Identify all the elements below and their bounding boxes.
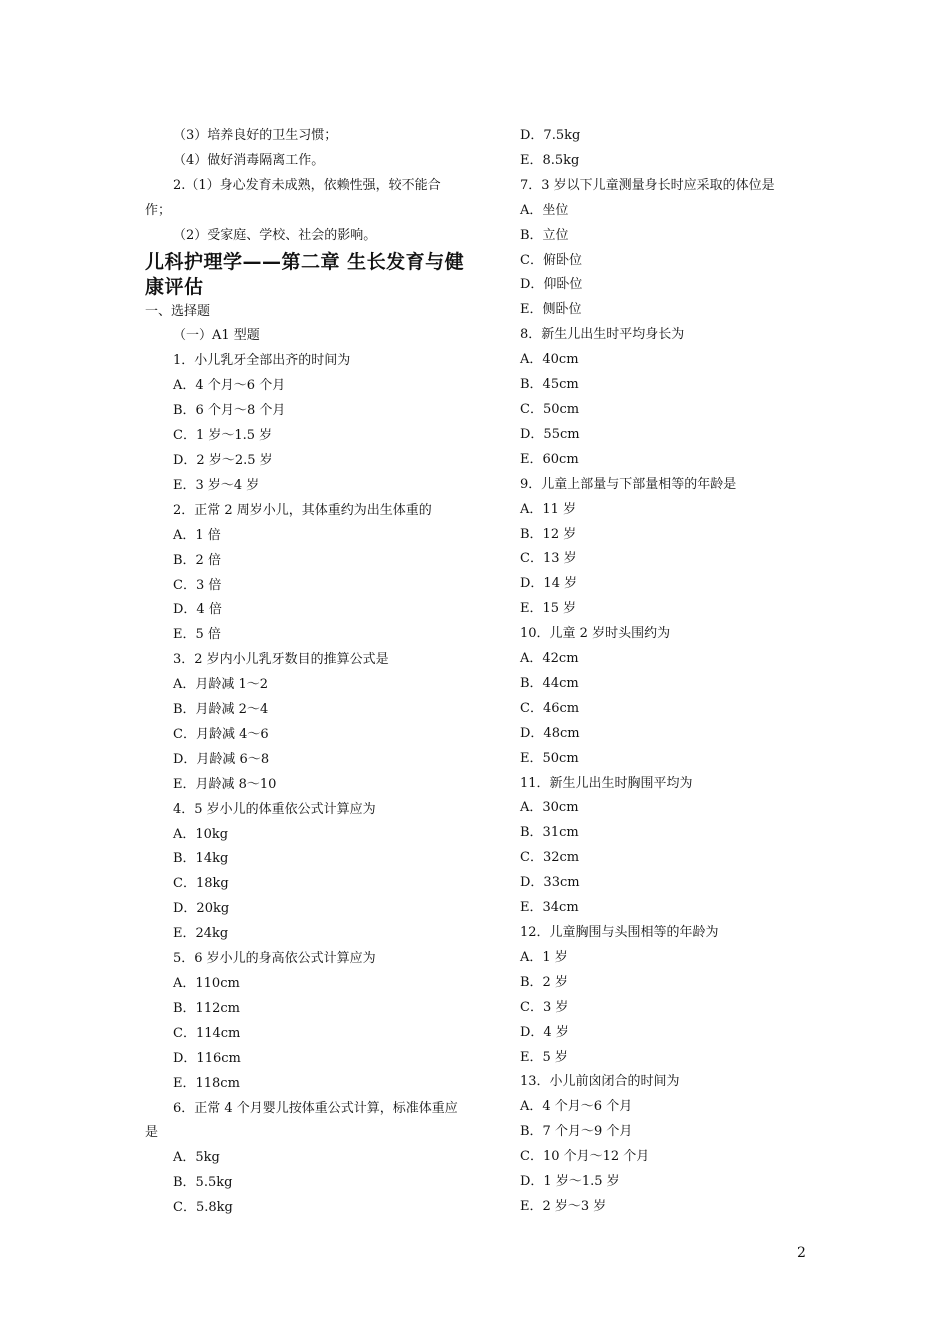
- option: C．13 岁: [520, 551, 577, 567]
- option: C．月龄减 4～6: [173, 726, 269, 742]
- option: D．55cm: [520, 426, 580, 442]
- option: A．4 个月～6 个月: [173, 378, 286, 394]
- option: D．33cm: [520, 875, 580, 891]
- option: C．俯卧位: [520, 252, 582, 268]
- question-stem: 12．儿童胸围与头围相等的年龄为: [520, 925, 719, 940]
- option: E．34cm: [520, 900, 579, 916]
- question-stem: 8．新生儿出生时平均身长为: [520, 327, 685, 343]
- option: E．50cm: [520, 750, 579, 766]
- question-6: [145, 1097, 465, 1222]
- option: B．14kg: [173, 851, 229, 867]
- option: E．2 岁～3 岁: [520, 1198, 607, 1214]
- option: A．110cm: [173, 976, 240, 991]
- option: A．坐位: [520, 202, 569, 218]
- option: C．50cm: [520, 401, 580, 417]
- option: B．12 岁: [520, 526, 577, 542]
- right-column: [520, 124, 850, 1220]
- chapter-title: 儿科护理学——第二章 生长发育与健康评估: [145, 250, 465, 298]
- option: B．2 岁: [520, 974, 568, 990]
- left-column: [145, 124, 465, 1221]
- option: D．月龄减 6～8: [173, 751, 270, 767]
- question-stem: 7．3 岁以下儿童测量身长时应采取的体位是: [520, 177, 775, 193]
- question-12: [520, 921, 850, 1070]
- option: E．月龄减 8～10: [173, 776, 277, 792]
- option: C．3 岁: [520, 999, 569, 1015]
- option: A．11 岁: [520, 501, 577, 517]
- option: D．4 岁: [520, 1024, 569, 1040]
- option: C．46cm: [520, 700, 580, 716]
- option: A．5kg: [173, 1150, 220, 1166]
- option: D．20kg: [173, 901, 230, 917]
- question-7: [520, 174, 850, 323]
- question-10: [520, 622, 850, 771]
- option: B．6 个月～8 个月: [173, 403, 286, 419]
- option: C．10 个月～12 个月: [520, 1149, 650, 1165]
- option: D．7.5kg: [520, 128, 581, 143]
- subsection-heading: （一）A1 型题: [173, 328, 260, 344]
- option: E．60cm: [520, 451, 579, 467]
- question-5: [145, 947, 465, 1096]
- option: A．42cm: [520, 651, 579, 667]
- option: B．月龄减 2～4: [173, 702, 269, 718]
- option: D．116cm: [173, 1050, 241, 1066]
- option: B．5.5kg: [173, 1175, 233, 1191]
- question-stem: 3．2 岁内小儿乳牙数目的推算公式是: [173, 652, 389, 668]
- option: E．侧卧位: [520, 302, 582, 318]
- intro-line: （4）做好消毒隔离工作。: [173, 152, 325, 168]
- question-stem: 5．6 岁小儿的身高依公式计算应为: [173, 951, 376, 967]
- question-stem: 4．5 岁小儿的体重依公式计算应为: [173, 801, 376, 817]
- option: A．10kg: [173, 826, 229, 842]
- option: B．7 个月～9 个月: [520, 1124, 633, 1140]
- question-4: [145, 798, 465, 947]
- option: A．40cm: [520, 352, 579, 368]
- section-heading: 一、选择题: [145, 303, 211, 319]
- question-3: [145, 648, 465, 797]
- question-2: [145, 499, 465, 648]
- question-13: [520, 1070, 850, 1219]
- question-stem: 6．正常 4 个月婴儿按体重公式计算，标准体重应是: [145, 1100, 458, 1141]
- question-stem: 2．正常 2 周岁小儿，其体重约为出生体重的: [173, 502, 432, 518]
- option: D．4 倍: [173, 602, 222, 618]
- option: A．30cm: [520, 800, 579, 816]
- option: A．4 个月～6 个月: [520, 1099, 633, 1115]
- question-stem: 1．小儿乳牙全部出齐的时间为: [173, 353, 351, 369]
- option: E．3 岁～4 岁: [173, 477, 260, 493]
- option: B．45cm: [520, 377, 579, 393]
- option: D．48cm: [520, 725, 580, 741]
- option: C．32cm: [520, 850, 580, 866]
- intro-line: （3）培养良好的卫生习惯；: [173, 128, 338, 143]
- option: D．1 岁～1.5 岁: [520, 1174, 620, 1190]
- page-number: 2: [797, 1245, 806, 1261]
- option: C．1 岁～1.5 岁: [173, 428, 273, 444]
- option: B．2 倍: [173, 552, 221, 568]
- question-9: [520, 473, 850, 622]
- option: D．2 岁～2.5 岁: [173, 452, 273, 468]
- question-1: [145, 349, 465, 498]
- option: E．8.5kg: [520, 152, 580, 168]
- option: B．立位: [520, 227, 569, 243]
- option: D．14 岁: [520, 576, 578, 592]
- question-stem: 9．儿童上部量与下部量相等的年龄是: [520, 476, 737, 492]
- option: C．5.8kg: [173, 1200, 233, 1216]
- option: B．44cm: [520, 675, 579, 691]
- question-stem: 10．儿童 2 岁时头围约为: [520, 626, 671, 642]
- question-6-continued: [520, 124, 850, 174]
- option: E．5 岁: [520, 1049, 568, 1065]
- option: A．月龄减 1～2: [173, 677, 269, 693]
- option: E．5 倍: [173, 627, 221, 643]
- option: C．114cm: [173, 1025, 241, 1041]
- question-stem: 11．新生儿出生时胸围平均为: [520, 775, 693, 791]
- option: B．31cm: [520, 825, 579, 841]
- option: A．1 岁: [520, 949, 568, 965]
- option: A．1 倍: [173, 527, 221, 543]
- option: E．15 岁: [520, 601, 577, 617]
- option: E．118cm: [173, 1075, 240, 1091]
- question-11: [520, 772, 850, 921]
- option: C．3 倍: [173, 577, 222, 593]
- intro-line: 2.（1）身心发育未成熟，依赖性强，较不能合作；: [145, 177, 441, 218]
- option: D．仰卧位: [520, 277, 583, 293]
- option: B．112cm: [173, 1000, 240, 1016]
- option: C．18kg: [173, 876, 229, 892]
- question-stem: 13．小儿前囟闭合的时间为: [520, 1074, 680, 1090]
- option: E．24kg: [173, 926, 229, 942]
- intro-line: （2）受家庭、学校、社会的影响。: [173, 227, 377, 243]
- question-8: [520, 323, 850, 472]
